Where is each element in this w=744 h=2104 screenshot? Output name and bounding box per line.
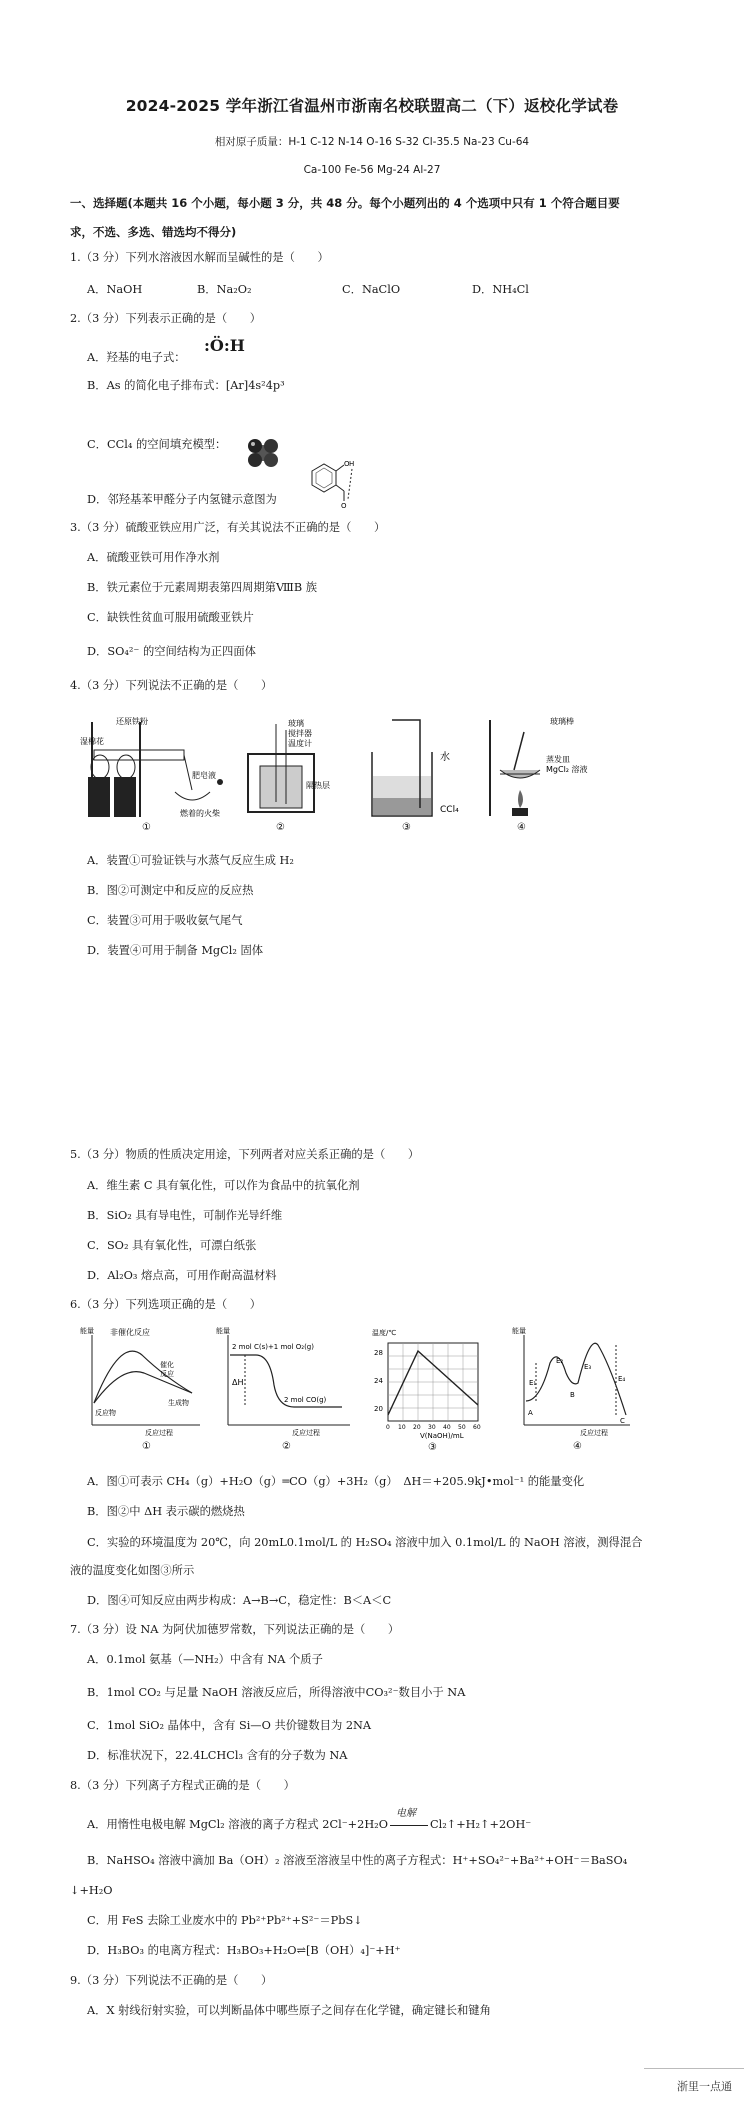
atomic-masses-line-2: Ca-100 Fe-56 Mg-24 Al-27: [303, 164, 441, 176]
graph2-top-label: 2 mol C(s)+1 mol O₂(g): [232, 1343, 314, 1351]
footer-divider: [644, 2068, 744, 2069]
figure-number-4: ④: [517, 822, 526, 832]
graph3-xtick: 50: [458, 1424, 466, 1431]
label-stirrer: 搅拌器: [288, 729, 312, 738]
svg-text:O: O: [341, 502, 347, 509]
graph-3: [372, 1328, 481, 1453]
graph3-ytick-28: 28: [374, 1349, 383, 1357]
q8-option-d: D．H₃BO₃ 的电离方程式：H₃BO₃+H₂O⇌[B（OH）₄]⁻+H⁺: [87, 1944, 401, 1957]
label-thermometer: 温度计: [288, 739, 312, 748]
q8-option-a-start: A．用惰性电极电解 MgCl₂ 溶液的离子方程式 2Cl⁻+2H₂O: [87, 1818, 388, 1831]
q6-option-b: B．图②中 ΔH 表示碳的燃烧热: [87, 1505, 245, 1518]
graph3-number: ③: [428, 1442, 437, 1453]
q2-stem: 2.（3 分）下列表示正确的是（ ）: [70, 312, 262, 325]
footer-watermark: 浙里一点通: [677, 2080, 732, 2093]
q2-option-d: D．邻羟基苯甲醛分子内氢键示意图为: [87, 493, 277, 506]
label-evaporating-dish: 蒸发皿: [546, 755, 570, 764]
graph3-xlabel: V(NaOH)/mL: [420, 1432, 464, 1440]
graph4-c-label: C: [620, 1417, 625, 1425]
graph3-xtick: 40: [443, 1424, 451, 1431]
graph4-energy-label: 能量: [512, 1327, 526, 1335]
apparatus-2: [248, 718, 330, 832]
q3-option-d: D．SO₄²⁻ 的空间结构为正四面体: [87, 645, 256, 658]
exam-title: 2024-2025 学年浙江省温州市浙南名校联盟高二（下）返校化学试卷: [125, 97, 619, 115]
label-glass-rod: 玻璃棒: [550, 717, 574, 726]
graph2-bottom-label: 2 mol CO(g): [284, 1396, 327, 1404]
q1-option-c: C．NaClO: [342, 283, 401, 296]
q9-option-a: A．X 射线衍射实验，可以判断晶体中哪些原子之间存在化学键，确定键长和键角: [87, 2004, 491, 2017]
q5-stem: 5.（3 分）物质的性质决定用途，下列两者对应关系正确的是（ ）: [70, 1148, 420, 1161]
q8-option-b-line-2: ↓+H₂O: [70, 1884, 113, 1897]
q4-stem: 4.（3 分）下列说法不正确的是（ ）: [70, 679, 273, 692]
q5-option-d: D．Al₂O₃ 熔点高，可用作耐高温材料: [87, 1269, 277, 1282]
q1-option-b: B．Na₂O₂: [197, 283, 252, 296]
q6-option-a: A．图①可表示 CH₄（g）+H₂O（g）═CO（g）+3H₂（g） ΔH＝+205.9kJ•mol⁻¹ 的能量变化: [87, 1475, 585, 1488]
graph2-number: ②: [282, 1441, 291, 1452]
q3-option-a: A．硫酸亚铁可用作净水剂: [87, 551, 220, 564]
section-heading-line-2: 求，不选、多选、错选均不得分): [70, 225, 237, 239]
graph1-number: ①: [142, 1441, 151, 1452]
atomic-masses-line-1: 相对原子质量：H-1 C-12 N-14 O-16 S-32 Cl-35.5 Na-23 Cu-64: [214, 136, 530, 148]
graph2-dh-label: ΔH: [232, 1378, 244, 1387]
apparatus-3: [372, 720, 459, 832]
q7-option-d: D．标准状况下，22.4LCHCl₃ 含有的分子数为 NA: [87, 1749, 348, 1762]
label-insulation: 隔热层: [306, 781, 330, 790]
figure-number-2: ②: [276, 822, 285, 832]
q3-option-b: B．铁元素位于元素周期表第四周期第ⅧB 族: [87, 581, 318, 594]
q4-option-b: B．图②可测定中和反应的反应热: [87, 884, 254, 897]
graph-4: [512, 1326, 630, 1452]
graph-1: [80, 1326, 200, 1452]
q5-option-c: C．SO₂ 具有氧化性，可漂白纸张: [87, 1239, 257, 1252]
graph4-a-label: A: [528, 1409, 533, 1417]
graph3-ytick-20: 20: [374, 1405, 383, 1413]
graph3-ytick-24: 24: [374, 1377, 383, 1385]
q1-option-d: D．NH₄Cl: [472, 283, 529, 296]
graph2-progress-label: 反应过程: [292, 1429, 320, 1437]
label-soap-solution: 肥皂液: [192, 771, 216, 780]
q7-option-a: A．0.1mol 氨基（—NH₂）中含有 NA 个质子: [87, 1653, 323, 1666]
q4-option-a: A．装置①可验证铁与水蒸气反应生成 H₂: [87, 854, 294, 867]
graph1-catalytic-label-2: 反应: [160, 1370, 174, 1378]
graph1-reactant-label: 反应物: [95, 1409, 116, 1417]
label-mgcl2-solution: MgCl₂ 溶液: [546, 765, 588, 774]
apparatus-1: [80, 716, 223, 832]
graph4-e1-label: E₁: [529, 1379, 537, 1387]
graph3-ylabel: 温度/℃: [372, 1329, 397, 1337]
salicylaldehyde-hbond-diagram: [298, 459, 358, 509]
q3-stem: 3.（3 分）硫酸亚铁应用广泛，有关其说法不正确的是（ ）: [70, 521, 386, 534]
q4-option-d: D．装置④可用于制备 MgCl₂ 固体: [87, 944, 264, 957]
q6-option-c-line-2: 液的温度变化如图③所示: [70, 1564, 195, 1577]
graph-2: [216, 1326, 350, 1452]
q6-energy-graphs: [80, 1325, 640, 1455]
section-heading-line-1: 一、选择题(本题共 16 个小题，每小题 3 分，共 48 分。每个小题列出的 4 个选项中只有 1 个符合题目要: [70, 196, 620, 210]
q2-option-c: C．CCl₄ 的空间填充模型：: [87, 438, 227, 451]
label-water: 水: [440, 752, 450, 763]
figure-number-1: ①: [142, 822, 151, 832]
graph2-energy-label: 能量: [216, 1327, 230, 1335]
q5-option-a: A．维生素 C 具有氧化性，可以作为食品中的抗氧化剂: [87, 1179, 360, 1192]
graph4-b-label: B: [570, 1391, 575, 1399]
q4-apparatus-figures: [80, 712, 610, 832]
graph3-xtick: 10: [398, 1424, 406, 1431]
apparatus-4: [490, 716, 588, 832]
q7-stem: 7.（3 分）设 NA 为阿伏加德罗常数，下列说法正确的是（ ）: [70, 1623, 400, 1636]
graph3-xtick: 30: [428, 1424, 436, 1431]
label-wet-cotton: 湿棉花: [80, 737, 104, 746]
section-heading: [70, 189, 680, 247]
q8-option-a-end: Cl₂↑+H₂↑+2OH⁻: [429, 1818, 532, 1831]
q2-option-b: B．As 的简化电子排布式：[Ar]4s²4p³: [87, 379, 285, 392]
label-glass: 玻璃: [288, 719, 304, 728]
graph4-e4-label: E₄: [618, 1375, 626, 1383]
electrolysis-condition: 电解: [395, 1808, 416, 1819]
graph4-e2-label: E₂: [556, 1357, 564, 1365]
q8-option-a: [87, 1808, 532, 1833]
label-burning-match: 燃着的火柴: [180, 809, 220, 818]
q8-option-c: C．用 FeS 去除工业废水中的 Pb²⁺Pb²⁺+S²⁻＝PbS↓: [87, 1914, 363, 1927]
graph1-noncatalytic-label: 非催化反应: [110, 1328, 150, 1337]
q6-option-d: D．图④可知反应由两步构成：A→B→C，稳定性：B＜A＜C: [87, 1594, 392, 1607]
q1-option-a: A．NaOH: [87, 283, 143, 296]
graph3-xtick: 20: [413, 1424, 421, 1431]
q7-option-c: C．1mol SiO₂ 晶体中，含有 Si—O 共价键数目为 2NA: [87, 1719, 372, 1732]
graph4-e3-label: E₃: [584, 1363, 592, 1371]
label-ccl4: CCl₄: [440, 805, 459, 815]
graph1-progress-label: 反应过程: [145, 1429, 173, 1437]
q6-stem: 6.（3 分）下列选项正确的是（ ）: [70, 1298, 262, 1311]
graph1-product-label: 生成物: [168, 1399, 189, 1407]
q7-option-b: B．1mol CO₂ 与足量 NaOH 溶液反应后，所得溶液中CO₃²⁻数目小于 NA: [87, 1686, 466, 1699]
q6-option-c-line-1: C．实验的环境温度为 20℃，向 20mL0.1mol/L 的 H₂SO₄ 溶液中加入 0.1mol/L 的 NaOH 溶液，测得混合: [87, 1536, 643, 1549]
svg-text:H: H: [349, 460, 355, 468]
graph4-number: ④: [573, 1441, 582, 1452]
q3-option-c: C．缺铁性贫血可服用硫酸亚铁片: [87, 611, 254, 624]
q9-stem: 9.（3 分）下列说法不正确的是（ ）: [70, 1974, 273, 1987]
q8-option-b-line-1: B．NaHSO₄ 溶液中滴加 Ba（OH）₂ 溶液至溶液呈中性的离子方程式：H⁺+SO₄²⁻+Ba²⁺+OH⁻＝BaSO₄: [87, 1854, 628, 1867]
hydroxyl-electron-formula: :Ö:H: [204, 336, 245, 355]
ccl4-space-filling-model: [246, 437, 280, 469]
svg-text:O: O: [344, 460, 350, 468]
q2-option-a: A．羟基的电子式：: [87, 351, 186, 364]
electrolysis-arrow: [388, 1808, 430, 1832]
q1-stem: 1.（3 分）下列水溶液因水解而呈碱性的是（ ）: [70, 251, 329, 264]
graph1-energy-label: 能量: [80, 1327, 94, 1335]
graph3-xtick: 60: [473, 1424, 481, 1431]
label-reduced-iron: 还原铁粉: [116, 717, 148, 726]
figure-number-3: ③: [402, 822, 411, 832]
q4-option-c: C．装置③可用于吸收氨气尾气: [87, 914, 243, 927]
graph3-xtick: 0: [386, 1424, 390, 1431]
graph1-catalytic-label-1: 催化: [160, 1361, 174, 1369]
q8-stem: 8.（3 分）下列离子方程式正确的是（ ）: [70, 1779, 295, 1792]
q5-option-b: B．SiO₂ 具有导电性，可制作光导纤维: [87, 1209, 283, 1222]
graph4-progress-label: 反应过程: [580, 1429, 608, 1437]
